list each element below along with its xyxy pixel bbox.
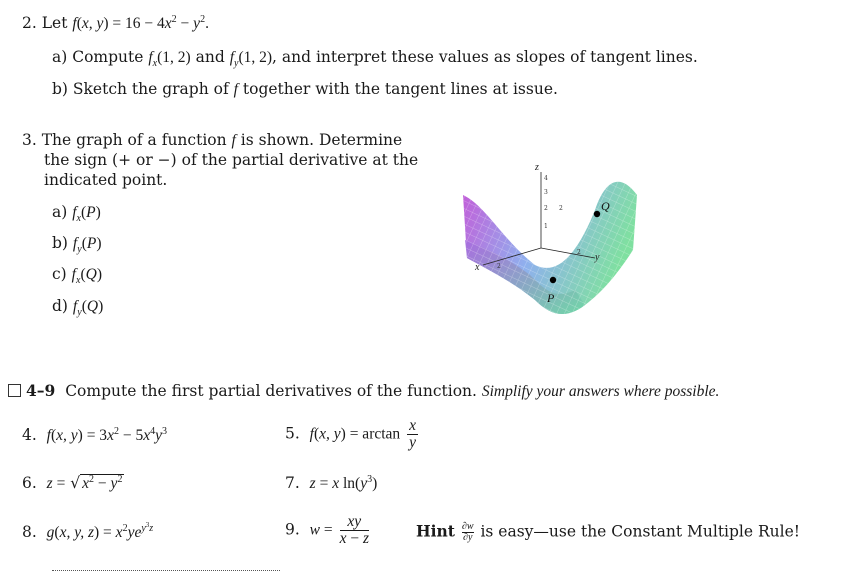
problem-3-line-3: indicated point. xyxy=(44,171,168,189)
problem-9: 9. w = $\frac{xy}{x - z}$ xyxy=(285,513,369,547)
problem-2-part-a: a) Compute $f_x(1$, 2) and $f_y(1$, 2), and interpret these values as slopes of tangent lines. xyxy=(52,48,698,70)
tick-z-1: 1 xyxy=(544,223,548,230)
hint-label: Hint xyxy=(416,521,455,541)
bottom-dotted-rule xyxy=(52,570,280,571)
point-q-label: Q xyxy=(601,199,610,213)
point-p-dot xyxy=(550,277,556,283)
problem-3-number: 3. xyxy=(22,131,37,149)
tick-yy-2: 2 xyxy=(577,249,581,256)
hint-text: is easy—use the Constant Multiple Rule! xyxy=(480,522,801,541)
problem-3-item-c: c) $f_x(Q)$ xyxy=(52,265,102,287)
problem-2-intro: Let xyxy=(41,14,68,32)
point-p-label: P xyxy=(547,291,555,305)
problem-4: 4. f(x, $y) = 3x^2 - 5x^4y^3$ xyxy=(22,425,167,444)
section-range: 4–9 xyxy=(26,381,56,400)
tick-z-3: 3 xyxy=(544,189,548,196)
problem-7: 7. z = x $\ln(y^3)$ xyxy=(285,473,378,492)
hint-derivative: $\frac{\partial w}{\partial y}$ xyxy=(461,521,474,543)
problem-3-item-d: d) $f_y(Q)$ xyxy=(52,297,104,319)
axis-x-label: x xyxy=(475,262,480,273)
part-a-label: a) xyxy=(52,48,68,66)
tick-y-2: 2 xyxy=(559,205,563,212)
section-italic-text: Simplify your answers where possible. xyxy=(481,383,720,400)
axis-y-label: y xyxy=(595,252,600,263)
problem-2-header xyxy=(22,13,209,32)
tick-z-4: 4 xyxy=(544,175,548,182)
point-q-dot xyxy=(594,211,600,217)
problem-3-line-1: 3. The graph of a function f is shown. Determine xyxy=(22,131,403,149)
problem-2-part-b: b) Sketch the graph of f together with the tangent lines at issue. xyxy=(52,80,558,98)
problem-3-line-2: the sign (+ or −) of the partial derivative at the xyxy=(44,151,419,169)
tick-z-2: 2 xyxy=(544,205,548,212)
hint xyxy=(416,522,800,543)
checkbox-icon xyxy=(8,384,21,397)
axis-z-label: z xyxy=(535,162,539,173)
problem-2-number: 2. xyxy=(22,14,37,32)
problem-3-item-a: a) $f_x(P)$ xyxy=(52,203,101,225)
problem-8: 8. g(x, y, $z) = x^2ye^{y^3z}$ xyxy=(22,521,154,542)
section-text: Compute the first partial derivatives of the function. xyxy=(65,382,477,400)
section-header xyxy=(8,383,719,400)
problem-6: 6. z = √ $x^2 - y^2$ xyxy=(22,473,123,492)
saddle-surface-graph xyxy=(455,150,645,325)
problem-5: 5. f(x, y) = arctan $\frac{x}{y}$ xyxy=(285,417,416,451)
part-b-label: b) xyxy=(52,80,68,98)
problem-3-item-b: b) $f_y(P)$ xyxy=(52,234,102,256)
tick-x-2: 2 xyxy=(497,263,501,270)
problem-2-function: f(x, $y) = 16 - 4x^2 - y^2$. xyxy=(72,13,209,32)
